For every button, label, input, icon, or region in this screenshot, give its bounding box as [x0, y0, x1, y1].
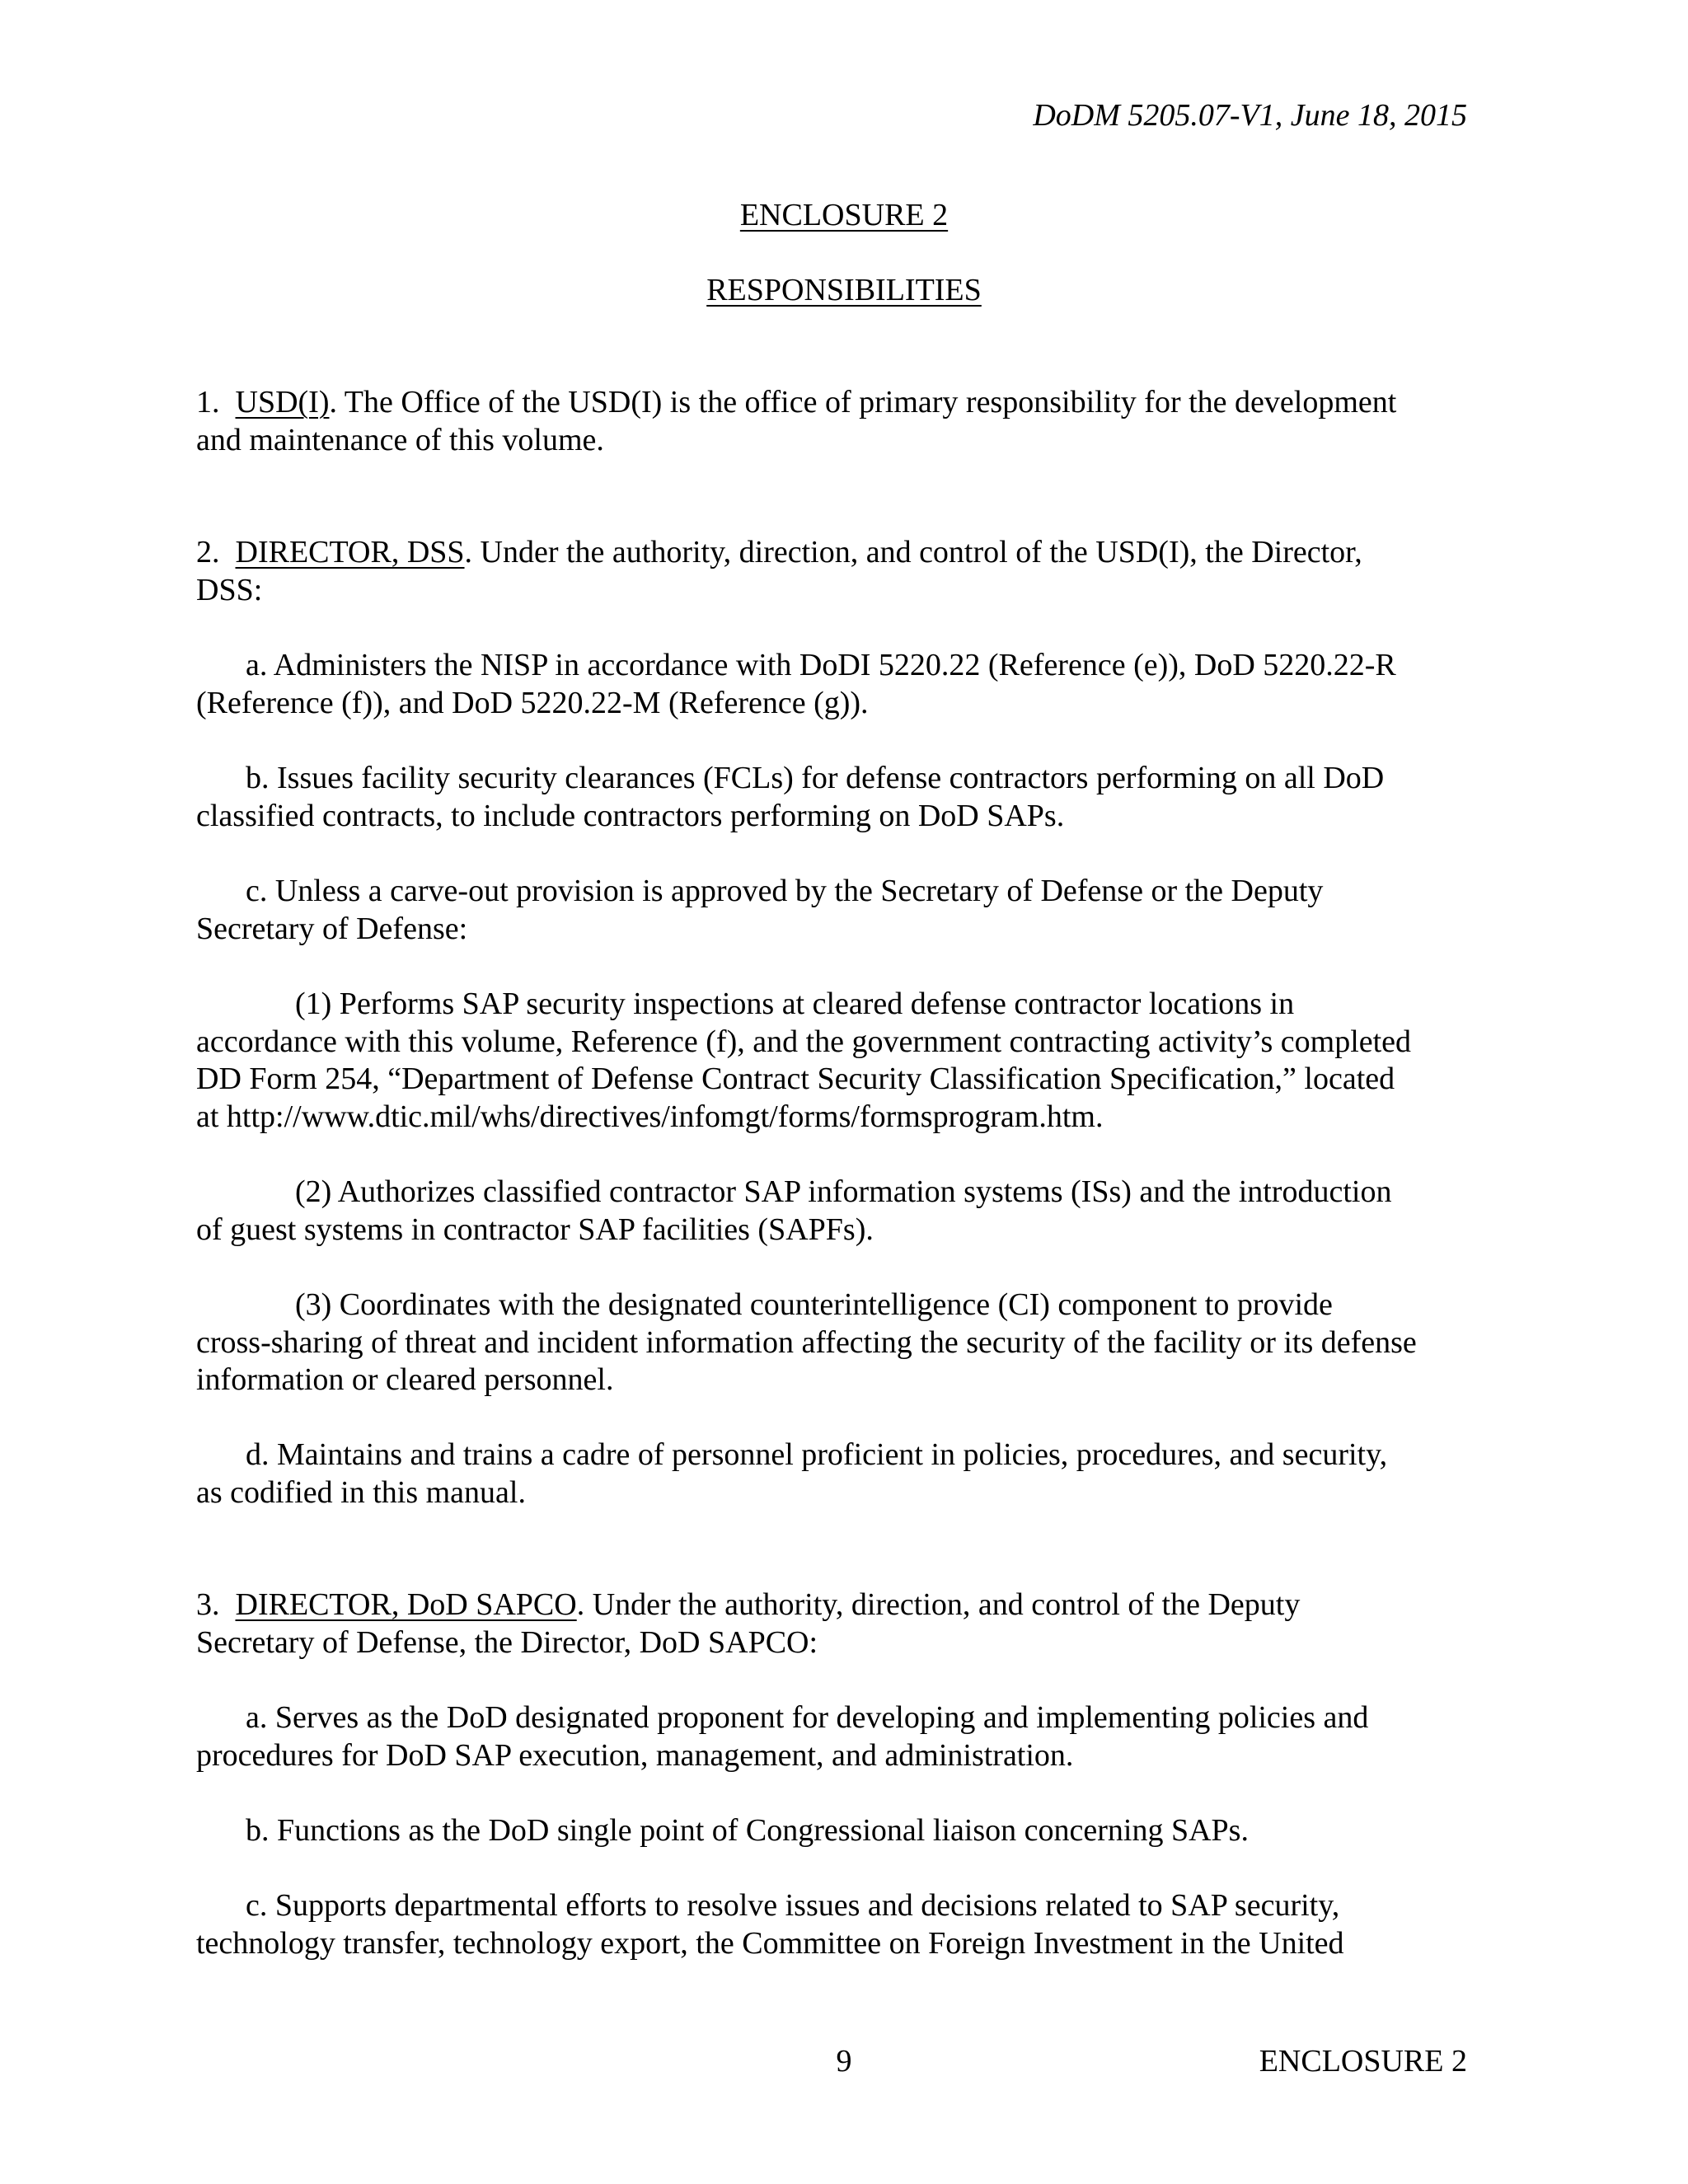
section-2c1-line-4: at http://www.dtic.mil/whs/directives/infomgt/forms/formsprogram.htm. — [196, 1099, 1104, 1134]
section-3-text-1: . Under the authority, direction, and control of the Deputy — [576, 1587, 1301, 1622]
section-3-paragraph — [196, 1586, 1492, 1661]
page-number: 9 — [836, 2044, 852, 2079]
section-2d-paragraph — [196, 1436, 1492, 1511]
section-3b-line-1: b. Functions as the DoD single point of Congressional liaison concerning SAPs. — [246, 1813, 1249, 1848]
section-3-line-1 — [196, 1586, 1492, 1624]
footer-enclosure-label: ENCLOSURE 2 — [1259, 2044, 1467, 2079]
section-2-line-2: DSS: — [196, 572, 263, 607]
enclosure-title — [0, 197, 1688, 233]
section-3-line-2: Secretary of Defense, the Director, DoD SAPCO: — [196, 1624, 818, 1660]
section-3a-paragraph — [196, 1699, 1492, 1774]
section-2c2-paragraph — [196, 1174, 1492, 1249]
section-1-heading: USD(I) — [235, 385, 330, 419]
section-2-heading: DIRECTOR, DSS — [235, 535, 465, 569]
section-1-line-1 — [196, 384, 1492, 422]
section-2c3-line-1: (3) Coordinates with the designated counterintelligence (CI) component to provide — [295, 1287, 1333, 1322]
section-3a-line-1: a. Serves as the DoD designated proponent for developing and implementing policies and — [246, 1700, 1369, 1735]
section-2d-line-2: as codified in this manual. — [196, 1474, 526, 1510]
section-3c-paragraph — [196, 1887, 1492, 1962]
section-3a-line-2: procedures for DoD SAP execution, management, and administration. — [196, 1737, 1074, 1773]
section-1-paragraph — [196, 384, 1492, 459]
section-2-text-1: . Under the authority, direction, and control of the USD(I), the Director, — [464, 535, 1362, 569]
section-title-text: RESPONSIBILITIES — [706, 273, 982, 307]
section-2b-paragraph — [196, 760, 1492, 835]
enclosure-title-text: ENCLOSURE 2 — [739, 198, 949, 232]
section-2-line-1 — [196, 534, 1492, 572]
section-2c1-line-2: accordance with this volume, Reference (f), and the government contracting activity’s completed — [196, 1024, 1412, 1059]
section-2-paragraph — [196, 534, 1492, 609]
section-3-number: 3. — [196, 1587, 220, 1622]
section-1-line-2: and maintenance of this volume. — [196, 422, 604, 457]
section-2c-paragraph — [196, 873, 1492, 948]
section-3c-line-1: c. Supports departmental efforts to resolve issues and decisions related to SAP security, — [246, 1888, 1340, 1923]
section-2c3-line-3: information or cleared personnel. — [196, 1362, 614, 1397]
section-2c2-line-1: (2) Authorizes classified contractor SAP information systems (ISs) and the introduction — [295, 1174, 1392, 1209]
section-1-number: 1. — [196, 385, 220, 419]
section-2b-line-2: classified contracts, to include contractors performing on DoD SAPs. — [196, 798, 1065, 833]
section-2c-line-2: Secretary of Defense: — [196, 911, 468, 946]
section-2b-line-1: b. Issues facility security clearances (FCLs) for defense contractors performing on all DoD — [246, 761, 1385, 795]
section-2a-line-1: a. Administers the NISP in accordance with DoDI 5220.22 (Reference (e)), DoD 5220.22-R — [246, 648, 1396, 682]
section-2a-paragraph — [196, 647, 1492, 722]
document-reference-header: DoDM 5205.07-V1, June 18, 2015 — [1033, 98, 1467, 133]
section-3b-paragraph — [196, 1812, 1492, 1850]
section-2c2-line-2: of guest systems in contractor SAP facilities (SAPFs). — [196, 1212, 874, 1247]
section-2c1-line-3: DD Form 254, “Department of Defense Contract Security Classification Specification,” located — [196, 1062, 1395, 1096]
section-2c1-paragraph — [196, 986, 1492, 1136]
section-title — [0, 272, 1688, 308]
section-2d-line-1: d. Maintains and trains a cadre of personnel proficient in policies, procedures, and security, — [246, 1437, 1388, 1472]
section-3c-line-2: technology transfer, technology export, the Committee on Foreign Investment in the United — [196, 1925, 1344, 1961]
section-1-text-1: . The Office of the USD(I) is the office of primary responsibility for the development — [329, 385, 1397, 419]
section-3-heading: DIRECTOR, DoD SAPCO — [235, 1587, 577, 1622]
section-2c3-paragraph — [196, 1286, 1492, 1399]
section-2a-line-2: (Reference (f)), and DoD 5220.22-M (Reference (g)). — [196, 685, 869, 720]
section-2c1-line-1: (1) Performs SAP security inspections at cleared defense contractor locations in — [295, 987, 1295, 1021]
section-2c-line-1: c. Unless a carve-out provision is approved by the Secretary of Defense or the Deputy — [246, 874, 1324, 908]
section-2c3-line-2: cross-sharing of threat and incident information affecting the security of the facility or its defense — [196, 1324, 1417, 1360]
section-2-number: 2. — [196, 535, 220, 569]
